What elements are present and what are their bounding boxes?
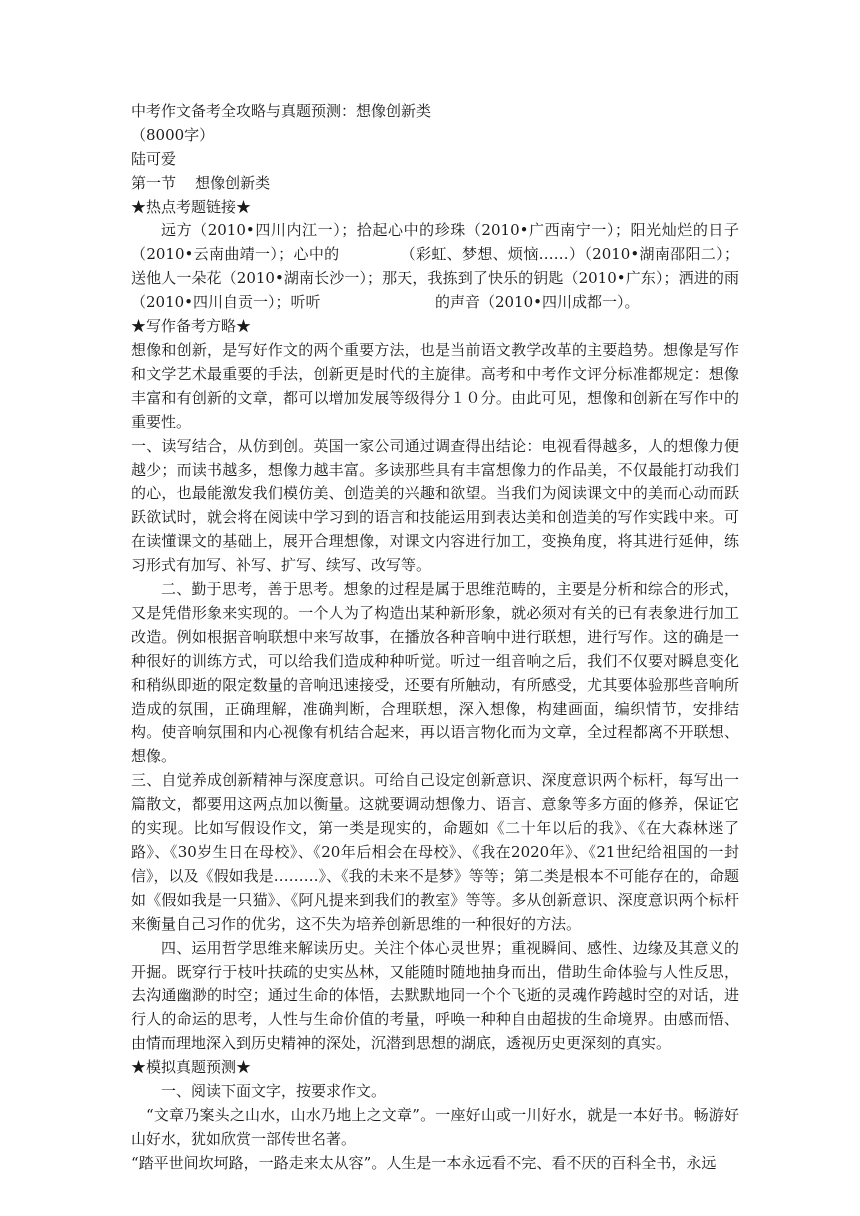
section-heading: 第一节 想像创新类 (131, 173, 271, 192)
strategy-intro-paragraph: 想像和创新，是写好作文的两个重要方法，也是当前语文教学改革的主要趋势。想像是写作和文学艺术最重要的手法，创新更是时代的主旋律。高考和中考作文评分标准都规定：想像丰富和有创新的文章，都可以增加发展等级得分１０分。由此可见，想像和创新在写作中的重要性。 (131, 340, 739, 431)
point-four-paragraph: 四、运用哲学思维来解读历史。关注个体心灵世界；重视瞬间、感性、边缘及其意义的开掘。既穿行于枝叶扶疏的史实丛林，又能随时随地抽身而出，借助生命体验与人性反思，去沟通幽渺的时空；通过生命的体悟，去默默地同一个个飞逝的灵魂作跨越时空的对话，进行人的命运的思考，人性与生命价值的考量，呼唤一种种自由超拔的生命境界。由感而悟、由情而理地深入到历史精神的深处，沉潜到思想的湖底，透视历史更深刻的真实。 (131, 938, 739, 1053)
document-page (131, 100, 739, 1176)
strategy-heading: ★写作备考方略★ (131, 317, 252, 336)
quote-paragraph-two: “踏平世间坎坷路，一路走来太从容”。人生是一本永远看不完、看不厌的百科全书，永远 (131, 1153, 717, 1172)
point-three-paragraph: 三、自觉养成创新精神与深度意识。可给自己设定创新意识、深度意识两个标杆，每写出一篇散文，都要用这两点加以衡量。这就要调动想像力、语言、意象等多方面的修养，保证它的实现。比如写假设作文，第一类是现实的，命题如《二十年以后的我》、《在大森林迷了路》、《30岁生日在母校》、《20年后相会在母校》、《我在2020年》、《21世纪给祖国的一封信》，以及《假如我是………》、《我的未来不是梦》等等；第二类是根本不可能存在的，命题如《假如我是一只猫》、《阿凡提来到我们的教室》等等。多从创新意识、深度意识两个标杆来衡量自己习作的优劣，这不失为培养创新思维的一种很好的方法。 (131, 771, 739, 933)
word-count: （8000字） (131, 125, 215, 144)
point-two-paragraph: 二、勤于思考，善于思考。想象的过程是属于思维范畴的，主要是分析和综合的形式，又是凭借形象来实现的。一个人为了构造出某种新形象，就必须对有关的已有表象进行加工改造。例如根据音响联想中来写故事，在播放各种音响中进行联想，进行写作。这的确是一种很好的训练方式，可以给我们造成种种听觉。听过一组音响之后，我们不仅要对瞬息变化和稍纵即逝的限定数量的音响迅速接受，还要有所触动，有所感受，尤其要体验那些音响所造成的氛围，正确理解，准确判断，合理联想，深入想像，构建画面，编织情节，安排结构。使音响氛围和内心视像有机结合起来，再以语言物化而为文章，全过程都离不开联想、想像。 (131, 580, 739, 766)
quote-paragraph-one: “文章乃案头之山水，山水乃地上之文章”。一座好山或一川好水，就是一本好书。畅游好山好水，犹如欣赏一部传世名著。 (131, 1105, 739, 1148)
mock-heading: ★模拟真题预测★ (131, 1058, 252, 1077)
hot-topics-heading: ★热点考题链接★ (131, 197, 252, 216)
hot-topics-paragraph: 远方（2010•四川内江一）；拾起心中的珍珠（2010•广西南宁一）；阳光灿烂的日子（2010•云南曲靖一）；心中的 （彩虹、梦想、烦恼……）（2010•湖南邵阳二）；送他人一朵花（2010•湖南长沙一）；那天，我拣到了快乐的钥匙（2010•广东）；洒进的雨（2010•四川自贡一）；听听 的声音（2010•四川成都一）。 (131, 221, 739, 312)
point-one-paragraph: 一、读写结合，从仿到创。英国一家公司通过调查得出结论：电视看得越多，人的想像力便越少；而读书越多，想像力越丰富。多读那些具有丰富想像力的作品美，不仅最能打动我们的心，也最能激发我们模仿美、创造美的兴趣和欲望。当我们为阅读课文中的美而心动而跃跃欲试时，就会将在阅读中学习到的语言和技能运用到表达美和创造美的写作实践中来。可在读懂课文的基础上，展开合理想像，对课文内容进行加工，变换角度，将其进行延伸，练习形式有加写、补写、扩写、续写、改写等。 (131, 436, 739, 575)
document-title: 中考作文备考全攻略与真题预测：想像创新类 (131, 102, 432, 120)
mock-task: 一、阅读下面文字，按要求作文。 (161, 1082, 387, 1101)
author: 陆可爱 (131, 149, 177, 168)
